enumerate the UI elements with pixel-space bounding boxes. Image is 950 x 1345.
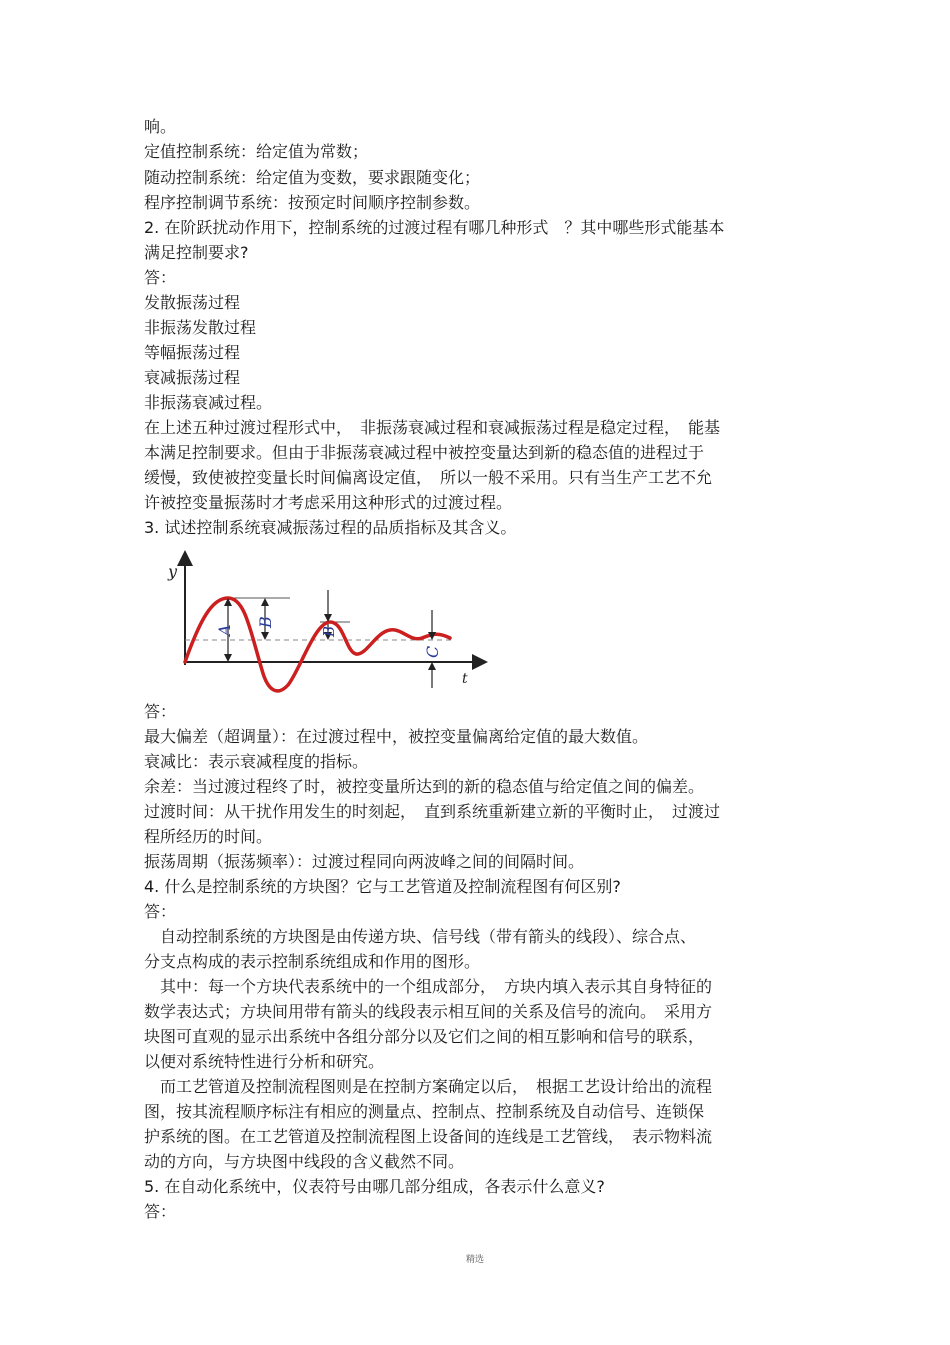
answer-label: 答： <box>144 902 177 921</box>
text-line: 等幅振荡过程 <box>144 343 241 362</box>
response-curve <box>185 598 450 691</box>
y-axis-label: y <box>168 562 178 581</box>
text-line: 动的方向，与方块图中线段的含义截然不同。 <box>144 1152 465 1171</box>
x-axis-label: t <box>462 671 468 687</box>
label-b2: B <box>320 625 338 637</box>
text-line: 图，按其流程顺序标注有相应的测量点、控制点、控制系统及自动信号、连锁保 <box>144 1102 705 1121</box>
text-line: 程所经历的时间。 <box>144 827 273 846</box>
question-heading: 5. 在自动化系统中，仪表符号由哪几部分组成，各表示什么意义? <box>144 1177 605 1196</box>
text-line: 定值控制系统：给定值为常数； <box>144 142 369 161</box>
question-heading: 3. 试述控制系统衰减振荡过程的品质指标及其含义。 <box>144 518 517 537</box>
text-line: 在上述五种过渡过程形式中， 非振荡衰减过程和衰减振荡过程是稳定过程， 能基 <box>144 418 721 437</box>
text-line: 衰减比：表示衰减程度的指标。 <box>144 752 369 771</box>
text-line: 块图可直观的显示出系统中各组分部分以及它们之间的相互影响和信号的联系， <box>144 1027 705 1046</box>
question-heading: 4. 什么是控制系统的方块图？它与工艺管道及控制流程图有何区别? <box>144 877 621 896</box>
page-footer: 精选 <box>465 1255 484 1265</box>
text-line: 缓慢，致使被控变量长时间偏离设定值， 所以一般不采用。只有当生产工艺不允 <box>144 468 713 487</box>
text-line: 响。 <box>144 117 177 136</box>
answer-label: 答： <box>144 1202 177 1221</box>
text-line: 程序控制调节系统：按预定时间顺序控制参数。 <box>144 193 481 212</box>
answer-label: 答： <box>144 702 177 721</box>
text-line: 而工艺管道及控制流程图则是在控制方案确定以后， 根据工艺设计给出的流程 <box>160 1077 713 1096</box>
text-line: 非振荡发散过程 <box>144 318 257 337</box>
text-line: 数学表达式；方块间用带有箭头的线段表示相互间的关系及信号的流向。 采用方 <box>144 1002 713 1021</box>
text-line: 最大偏差（超调量）：在过渡过程中，被控变量偏离给定值的最大数值。 <box>144 727 649 746</box>
text-line: 自动控制系统的方块图是由传递方块、信号线（带有箭头的线段）、综合点、 <box>160 927 697 946</box>
text-line: 随动控制系统：给定值为变数，要求跟随变化； <box>144 168 481 187</box>
damped-oscillation-figure <box>150 550 495 700</box>
text-line: 振荡周期（振荡频率）：过渡过程同向两波峰之间的间隔时间。 <box>144 852 585 871</box>
label-c: C <box>423 645 442 658</box>
text-line: 满足控制要求? <box>144 243 249 262</box>
question-heading: 2. 在阶跃扰动作用下，控制系统的过渡过程有哪几种形式 ？其中哪些形式能基本 <box>144 218 725 237</box>
text-line: 护系统的图。在工艺管道及控制流程图上设备间的连线是工艺管线， 表示物料流 <box>144 1127 713 1146</box>
text-line: 分支点构成的表示控制系统组成和作用的图形。 <box>144 952 481 971</box>
label-b1: B <box>256 616 275 628</box>
text-line: 本满足控制要求。但由于非振荡衰减过程中被控变量达到新的稳态值的进程过于 <box>144 443 705 462</box>
text-line: 其中：每一个方块代表系统中的一个组成部分， 方块内填入表示其自身特征的 <box>160 977 713 996</box>
text-line: 过渡时间：从干扰作用发生的时刻起， 直到系统重新建立新的平衡时止， 过渡过 <box>144 802 721 821</box>
text-line: 余差：当过渡过程终了时，被控变量所达到的新的稳态值与给定值之间的偏差。 <box>144 777 705 796</box>
text-line: 许被控变量振荡时才考虑采用这种形式的过渡过程。 <box>144 493 513 512</box>
label-a: A <box>215 624 234 636</box>
text-line: 非振荡衰减过程。 <box>144 393 273 412</box>
text-line: 发散振荡过程 <box>144 293 241 312</box>
text-line: 以便对系统特性进行分析和研究。 <box>144 1052 385 1071</box>
answer-label: 答： <box>144 268 177 287</box>
text-line: 衰减振荡过程 <box>144 368 241 387</box>
